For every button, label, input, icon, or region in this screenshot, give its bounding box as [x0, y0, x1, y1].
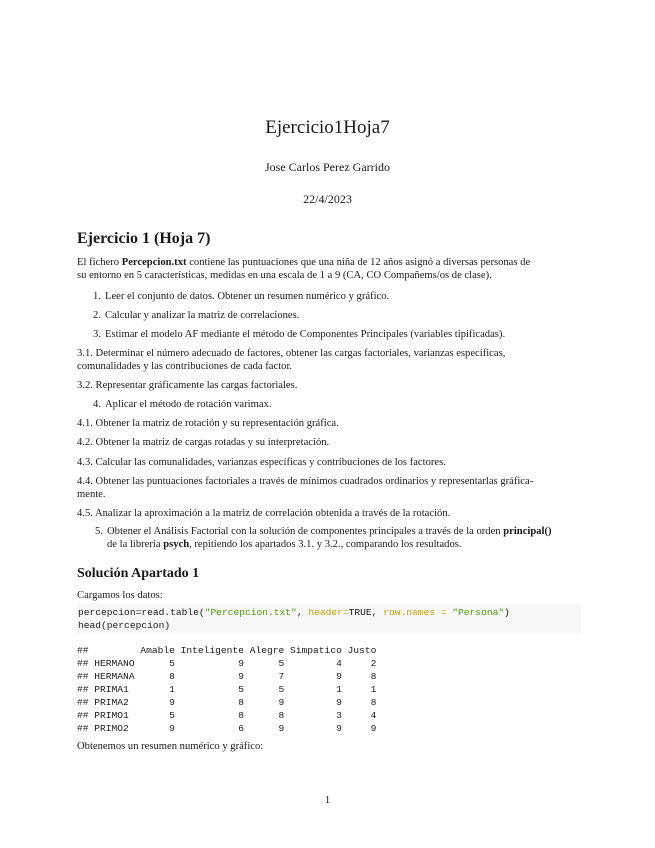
output-header: ## Amable Inteligente Alegre Simpatico Justo — [77, 645, 377, 656]
output-row: ## PRIMO2 9 6 9 9 9 — [77, 723, 377, 734]
after-paragraph: Obtenemos un resumen numérico y gráfico: — [77, 741, 264, 752]
output-row: ## HERMANO 5 9 5 4 2 — [77, 658, 377, 669]
list-item-text-b: de la librería — [107, 539, 164, 550]
subitem-4-5: 4.5. Analizar la aproximación a la matriz de correlación obtenida a través de la rotación. — [77, 508, 451, 519]
output-row: ## PRIMO1 5 8 8 3 4 — [77, 710, 377, 721]
subitem-4-4-line1: 4.4. Obtener las puntuaciones factoriales a través de mínimos cuadrados ordinarios y representarlas gráfica- — [77, 476, 534, 487]
document-title: Ejercicio1Hoja7 — [265, 117, 390, 138]
list-item-text-c: , repitiendo los apartados 3.1. y 3.2., comparando los resultados. — [189, 539, 462, 550]
subitem-4-4-line2: mente. — [77, 489, 106, 500]
subitem-4-3: 4.3. Calcular las comunalidades, varianzas específicas y contribuciones de los factores. — [77, 457, 446, 468]
list-item-number: 5. — [95, 526, 103, 537]
code-token: TRUE — [348, 607, 372, 618]
library-name: psych — [163, 539, 190, 550]
intro-text-pre: El fichero — [77, 257, 122, 268]
section-heading-solucion: Solución Apartado 1 — [77, 566, 200, 581]
section-heading-ejercicio: Ejercicio 1 (Hoja 7) — [77, 230, 211, 247]
output-row: ## PRIMA1 1 5 5 1 1 — [77, 684, 377, 695]
list-item-text: Calcular y analizar la matriz de correlaciones. — [105, 310, 300, 321]
subitem-4-4 — [77, 475, 582, 501]
list-item-number: 4. — [93, 399, 101, 410]
file-name: Percepcion.txt — [121, 257, 187, 268]
subitem-3-1-line1: 3.1. Determinar el número adecuado de factores, obtener las cargas factoriales, varianzas específicas, — [77, 348, 506, 359]
intro-text-line1: contiene las puntuaciones que una niña de 12 años asignó a diversas personas de — [186, 257, 531, 268]
code-token: = — [135, 607, 142, 618]
list-item-number: 1. — [93, 291, 101, 302]
intro-text-line2: su entorno en 5 características, medidas en una escala de 1 a 9 (CA, CO Compañems/os de clase). — [77, 270, 492, 281]
list-item-text: Obtener el Análisis Factorial con la solución de componentes principales a través de la orden — [107, 526, 504, 537]
list-item — [77, 398, 582, 411]
code-output — [77, 644, 376, 735]
code-token: ) — [504, 607, 510, 618]
code-argument: row.names = — [383, 607, 453, 618]
code-string: "Percepcion.txt" — [204, 607, 297, 618]
page-number: 1 — [324, 794, 331, 806]
subitem-3-2: 3.2. Representar gráficamente las cargas factoriales. — [77, 380, 298, 391]
document-date: 22/4/2023 — [303, 192, 352, 206]
list-item-number: 2. — [93, 310, 101, 321]
document-author: Jose Carlos Perez Garrido — [265, 160, 390, 174]
list-item-continuation — [90, 538, 582, 551]
code-argument: header= — [308, 607, 349, 618]
subitem-3-1-line2: comunalidades y las contribuciones de cada factor. — [77, 361, 293, 372]
code-token: read.table( — [141, 607, 205, 618]
code-block — [77, 604, 581, 634]
code-token: , — [296, 607, 309, 618]
list-item-text: Estimar el modelo AF mediante el método de Componentes Principales (variables tipificadas). — [105, 329, 506, 340]
output-row: ## HERMANA 8 9 7 9 8 — [77, 671, 377, 682]
intro-paragraph — [77, 256, 582, 282]
code-token: percepcion — [78, 607, 136, 618]
list-item-text: Aplicar el método de rotación varimax. — [105, 399, 272, 410]
subitem-3-1 — [77, 347, 582, 373]
subitem-4-2: 4.2. Obtener la matriz de cargas rotadas y su interpretación. — [77, 437, 330, 448]
list-item — [77, 309, 582, 322]
list-item — [77, 290, 582, 303]
lead-paragraph: Cargamos los datos: — [77, 590, 163, 601]
code-token: , — [371, 607, 384, 618]
list-item-text: Leer el conjunto de datos. Obtener un resumen numérico y gráfico. — [105, 291, 390, 302]
code-text — [78, 606, 510, 632]
function-name: principal() — [503, 526, 552, 537]
output-row: ## PRIMA2 9 8 9 9 8 — [77, 697, 377, 708]
code-string: "Persona" — [452, 607, 505, 618]
list-item — [90, 525, 582, 551]
code-line: head(percepcion) — [78, 620, 171, 631]
list-item-number: 3. — [93, 329, 101, 340]
subitem-4-1: 4.1. Obtener la matriz de rotación y su representación gráfica. — [77, 418, 339, 429]
list-item — [77, 328, 582, 341]
